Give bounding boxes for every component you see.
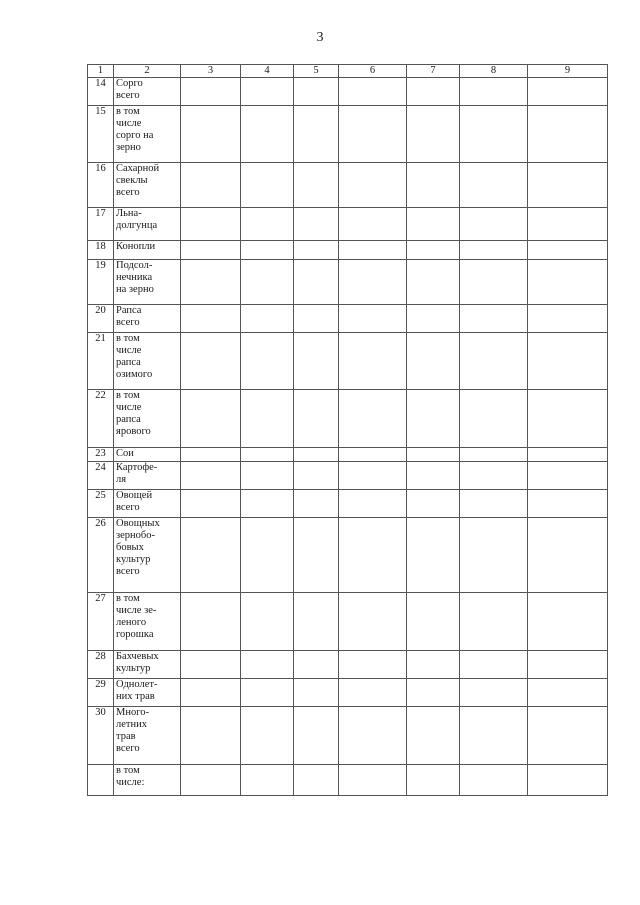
table-row [88, 390, 608, 448]
table-row [88, 765, 608, 796]
crop-name-line: Овощных [116, 518, 160, 529]
row-number: 28 [88, 651, 114, 679]
value-cell[interactable] [241, 106, 294, 163]
row-number: 24 [88, 462, 114, 490]
value-cell[interactable] [339, 518, 407, 593]
row-number: 29 [88, 679, 114, 707]
scan-noise [10, 852, 130, 872]
crop-name [114, 448, 181, 462]
crop-name [114, 241, 181, 260]
row-number: 30 [88, 707, 114, 765]
crop-name-line: сорго на [116, 130, 154, 141]
crop-name-line: в том [116, 333, 140, 344]
crop-name-line: числе: [116, 777, 145, 788]
crop-name-line: числе [116, 402, 142, 413]
value-cell[interactable] [407, 651, 460, 679]
value-cell[interactable] [241, 208, 294, 241]
crop-name-line: Конопли [116, 241, 156, 252]
value-cell[interactable] [241, 679, 294, 707]
value-cell[interactable] [294, 679, 339, 707]
value-cell[interactable] [528, 462, 608, 490]
crop-name [114, 163, 181, 208]
value-cell[interactable] [181, 679, 241, 707]
crop-name-line: всего [116, 187, 140, 198]
crop-name-line: в том [116, 390, 140, 401]
table-row [88, 208, 608, 241]
value-cell[interactable] [181, 241, 241, 260]
value-cell[interactable] [460, 679, 528, 707]
value-cell[interactable] [294, 333, 339, 390]
value-cell[interactable] [339, 241, 407, 260]
value-cell[interactable] [241, 462, 294, 490]
value-cell[interactable] [407, 260, 460, 305]
crop-name-line: рапса [116, 414, 141, 425]
value-cell[interactable] [294, 260, 339, 305]
value-cell[interactable] [407, 462, 460, 490]
value-cell[interactable] [528, 260, 608, 305]
value-cell[interactable] [460, 490, 528, 518]
row-number: 20 [88, 305, 114, 333]
value-cell[interactable] [528, 208, 608, 241]
crop-name-line: Рапса [116, 305, 142, 316]
value-cell[interactable] [241, 651, 294, 679]
value-cell[interactable] [339, 679, 407, 707]
value-cell[interactable] [181, 305, 241, 333]
value-cell[interactable] [460, 448, 528, 462]
value-cell[interactable] [528, 106, 608, 163]
value-cell[interactable] [181, 651, 241, 679]
value-cell[interactable] [528, 78, 608, 106]
value-cell[interactable] [407, 208, 460, 241]
crop-name-line: Картофе- [116, 462, 158, 473]
value-cell[interactable] [181, 448, 241, 462]
value-cell[interactable] [294, 305, 339, 333]
crop-name-line: Овощей [116, 490, 153, 501]
crop-name-line: зернобо- [116, 530, 156, 541]
crop-name-line: летних [116, 719, 147, 730]
table-row [88, 78, 608, 106]
value-cell[interactable] [181, 490, 241, 518]
table-row [88, 260, 608, 305]
value-cell[interactable] [181, 462, 241, 490]
row-number: 21 [88, 333, 114, 390]
value-cell[interactable] [528, 518, 608, 593]
table-row [88, 679, 608, 707]
value-cell[interactable] [407, 305, 460, 333]
crop-name [114, 260, 181, 305]
crop-name-line: всего [116, 743, 140, 754]
table-row [88, 305, 608, 333]
header-cell: 9 [528, 65, 608, 78]
row-number [88, 765, 114, 796]
value-cell[interactable] [294, 241, 339, 260]
crop-name [114, 518, 181, 593]
crop-name-line: в том [116, 765, 140, 776]
value-cell[interactable] [294, 765, 339, 796]
crop-name-line: трав [116, 731, 136, 742]
crop-name-line: числе зе- [116, 605, 157, 616]
value-cell[interactable] [241, 333, 294, 390]
table-row [88, 448, 608, 462]
value-cell[interactable] [339, 260, 407, 305]
value-cell[interactable] [407, 518, 460, 593]
value-cell[interactable] [294, 78, 339, 106]
value-cell[interactable] [181, 106, 241, 163]
crop-name-line: Подсол- [116, 260, 153, 271]
value-cell[interactable] [181, 78, 241, 106]
value-cell[interactable] [241, 518, 294, 593]
value-cell[interactable] [181, 390, 241, 448]
row-number: 26 [88, 518, 114, 593]
crop-name [114, 651, 181, 679]
table-row [88, 707, 608, 765]
crop-name [114, 78, 181, 106]
value-cell[interactable] [241, 78, 294, 106]
crop-name [114, 208, 181, 241]
value-cell[interactable] [528, 651, 608, 679]
header-cell: 2 [114, 65, 181, 78]
crop-name-line: бовых [116, 542, 144, 553]
value-cell[interactable] [294, 490, 339, 518]
value-cell[interactable] [407, 490, 460, 518]
value-cell[interactable] [407, 106, 460, 163]
header-cell: 3 [181, 65, 241, 78]
value-cell[interactable] [339, 490, 407, 518]
crop-name-line: нечника [116, 272, 153, 283]
crop-name-line: леного [116, 617, 147, 628]
value-cell[interactable] [528, 490, 608, 518]
header-cell: 5 [294, 65, 339, 78]
crop-name-line: долгунца [116, 220, 158, 231]
value-cell[interactable] [460, 651, 528, 679]
value-cell[interactable] [460, 163, 528, 208]
value-cell[interactable] [181, 208, 241, 241]
value-cell[interactable] [407, 333, 460, 390]
crop-name-line: культур [116, 663, 151, 674]
crop-name [114, 462, 181, 490]
value-cell[interactable] [181, 260, 241, 305]
value-cell[interactable] [407, 241, 460, 260]
value-cell[interactable] [460, 305, 528, 333]
value-cell[interactable] [460, 707, 528, 765]
value-cell[interactable] [294, 518, 339, 593]
value-cell[interactable] [241, 707, 294, 765]
crop-name-line: свеклы [116, 175, 148, 186]
table-row [88, 163, 608, 208]
value-cell[interactable] [460, 593, 528, 651]
value-cell[interactable] [460, 462, 528, 490]
table-body [88, 78, 608, 796]
crop-name-line: всего [116, 502, 140, 513]
crop-name-line: озимого [116, 369, 153, 380]
crop-name-line: Много- [116, 707, 149, 718]
value-cell[interactable] [528, 305, 608, 333]
value-cell[interactable] [294, 593, 339, 651]
value-cell[interactable] [528, 707, 608, 765]
value-cell[interactable] [294, 448, 339, 462]
value-cell[interactable] [339, 106, 407, 163]
value-cell[interactable] [460, 518, 528, 593]
crop-name [114, 679, 181, 707]
table-row [88, 462, 608, 490]
value-cell[interactable] [339, 448, 407, 462]
crop-name-line: всего [116, 317, 140, 328]
table-row [88, 651, 608, 679]
value-cell[interactable] [339, 462, 407, 490]
crop-name-line: на зерно [116, 284, 154, 295]
value-cell[interactable] [339, 78, 407, 106]
value-cell[interactable] [407, 765, 460, 796]
crop-name-line: числе [116, 345, 142, 356]
crop-name [114, 106, 181, 163]
crop-name [114, 490, 181, 518]
value-cell[interactable] [241, 765, 294, 796]
value-cell[interactable] [294, 651, 339, 679]
value-cell[interactable] [339, 333, 407, 390]
value-cell[interactable] [181, 333, 241, 390]
value-cell[interactable] [407, 163, 460, 208]
row-number: 25 [88, 490, 114, 518]
value-cell[interactable] [460, 333, 528, 390]
crop-name-line: культур [116, 554, 151, 565]
value-cell[interactable] [407, 679, 460, 707]
page-number: 3 [316, 30, 324, 45]
value-cell[interactable] [181, 707, 241, 765]
crop-name-line: в том [116, 106, 140, 117]
value-cell[interactable] [339, 651, 407, 679]
row-number: 18 [88, 241, 114, 260]
value-cell[interactable] [407, 448, 460, 462]
value-cell[interactable] [528, 448, 608, 462]
crop-name-line: ля [116, 474, 127, 485]
value-cell[interactable] [339, 765, 407, 796]
value-cell[interactable] [339, 305, 407, 333]
row-number: 14 [88, 78, 114, 106]
table-row [88, 593, 608, 651]
value-cell[interactable] [460, 390, 528, 448]
value-cell[interactable] [294, 707, 339, 765]
value-cell[interactable] [528, 390, 608, 448]
value-cell[interactable] [460, 78, 528, 106]
row-number: 23 [88, 448, 114, 462]
value-cell[interactable] [407, 707, 460, 765]
row-number: 16 [88, 163, 114, 208]
crop-name-line: Сои [116, 448, 134, 459]
header-cell: 7 [407, 65, 460, 78]
value-cell[interactable] [528, 765, 608, 796]
row-number: 17 [88, 208, 114, 241]
value-cell[interactable] [241, 593, 294, 651]
crop-name [114, 765, 181, 796]
crop-name [114, 707, 181, 765]
value-cell[interactable] [181, 163, 241, 208]
value-cell[interactable] [294, 106, 339, 163]
crop-name-line: Бахчевых [116, 651, 159, 662]
value-cell[interactable] [407, 593, 460, 651]
crop-name-line: всего [116, 566, 140, 577]
crop-name-line: Сорго [116, 78, 143, 89]
header-row [88, 65, 608, 78]
value-cell[interactable] [339, 390, 407, 448]
crop-table [87, 64, 608, 796]
header-cell: 1 [88, 65, 114, 78]
crop-name-line: в том [116, 593, 140, 604]
header-cell: 8 [460, 65, 528, 78]
crop-name [114, 390, 181, 448]
row-number: 15 [88, 106, 114, 163]
value-cell[interactable] [294, 163, 339, 208]
value-cell[interactable] [528, 679, 608, 707]
value-cell[interactable] [460, 260, 528, 305]
crop-name-line: всего [116, 90, 140, 101]
value-cell[interactable] [241, 390, 294, 448]
table-row [88, 241, 608, 260]
value-cell[interactable] [241, 260, 294, 305]
crop-name-line: зерно [116, 142, 141, 153]
value-cell[interactable] [181, 518, 241, 593]
value-cell[interactable] [460, 208, 528, 241]
value-cell[interactable] [339, 163, 407, 208]
value-cell[interactable] [241, 490, 294, 518]
value-cell[interactable] [528, 593, 608, 651]
value-cell[interactable] [294, 390, 339, 448]
value-cell[interactable] [241, 305, 294, 333]
value-cell[interactable] [528, 241, 608, 260]
crop-name-line: Льна- [116, 208, 142, 219]
table-row [88, 518, 608, 593]
crop-name [114, 593, 181, 651]
value-cell[interactable] [181, 593, 241, 651]
value-cell[interactable] [241, 448, 294, 462]
crop-name [114, 305, 181, 333]
crop-name-line: Сахарной [116, 163, 160, 174]
table-row [88, 333, 608, 390]
crop-name [114, 333, 181, 390]
value-cell[interactable] [407, 390, 460, 448]
row-number: 22 [88, 390, 114, 448]
value-cell[interactable] [339, 707, 407, 765]
value-cell[interactable] [241, 163, 294, 208]
value-cell[interactable] [181, 765, 241, 796]
value-cell[interactable] [294, 462, 339, 490]
value-cell[interactable] [339, 593, 407, 651]
value-cell[interactable] [460, 765, 528, 796]
value-cell[interactable] [460, 106, 528, 163]
table-row [88, 106, 608, 163]
header-cell: 6 [339, 65, 407, 78]
value-cell[interactable] [460, 241, 528, 260]
header-cell: 4 [241, 65, 294, 78]
value-cell[interactable] [528, 163, 608, 208]
value-cell[interactable] [339, 208, 407, 241]
value-cell[interactable] [528, 333, 608, 390]
crop-name-line: рапса [116, 357, 141, 368]
crop-name-line: ярового [116, 426, 151, 437]
value-cell[interactable] [294, 208, 339, 241]
crop-name-line: Однолет- [116, 679, 158, 690]
crop-name-line: них трав [116, 691, 155, 702]
crop-name-line: числе [116, 118, 142, 129]
value-cell[interactable] [407, 78, 460, 106]
table-row [88, 490, 608, 518]
row-number: 27 [88, 593, 114, 651]
crop-name-line: горошка [116, 629, 154, 640]
value-cell[interactable] [241, 241, 294, 260]
row-number: 19 [88, 260, 114, 305]
